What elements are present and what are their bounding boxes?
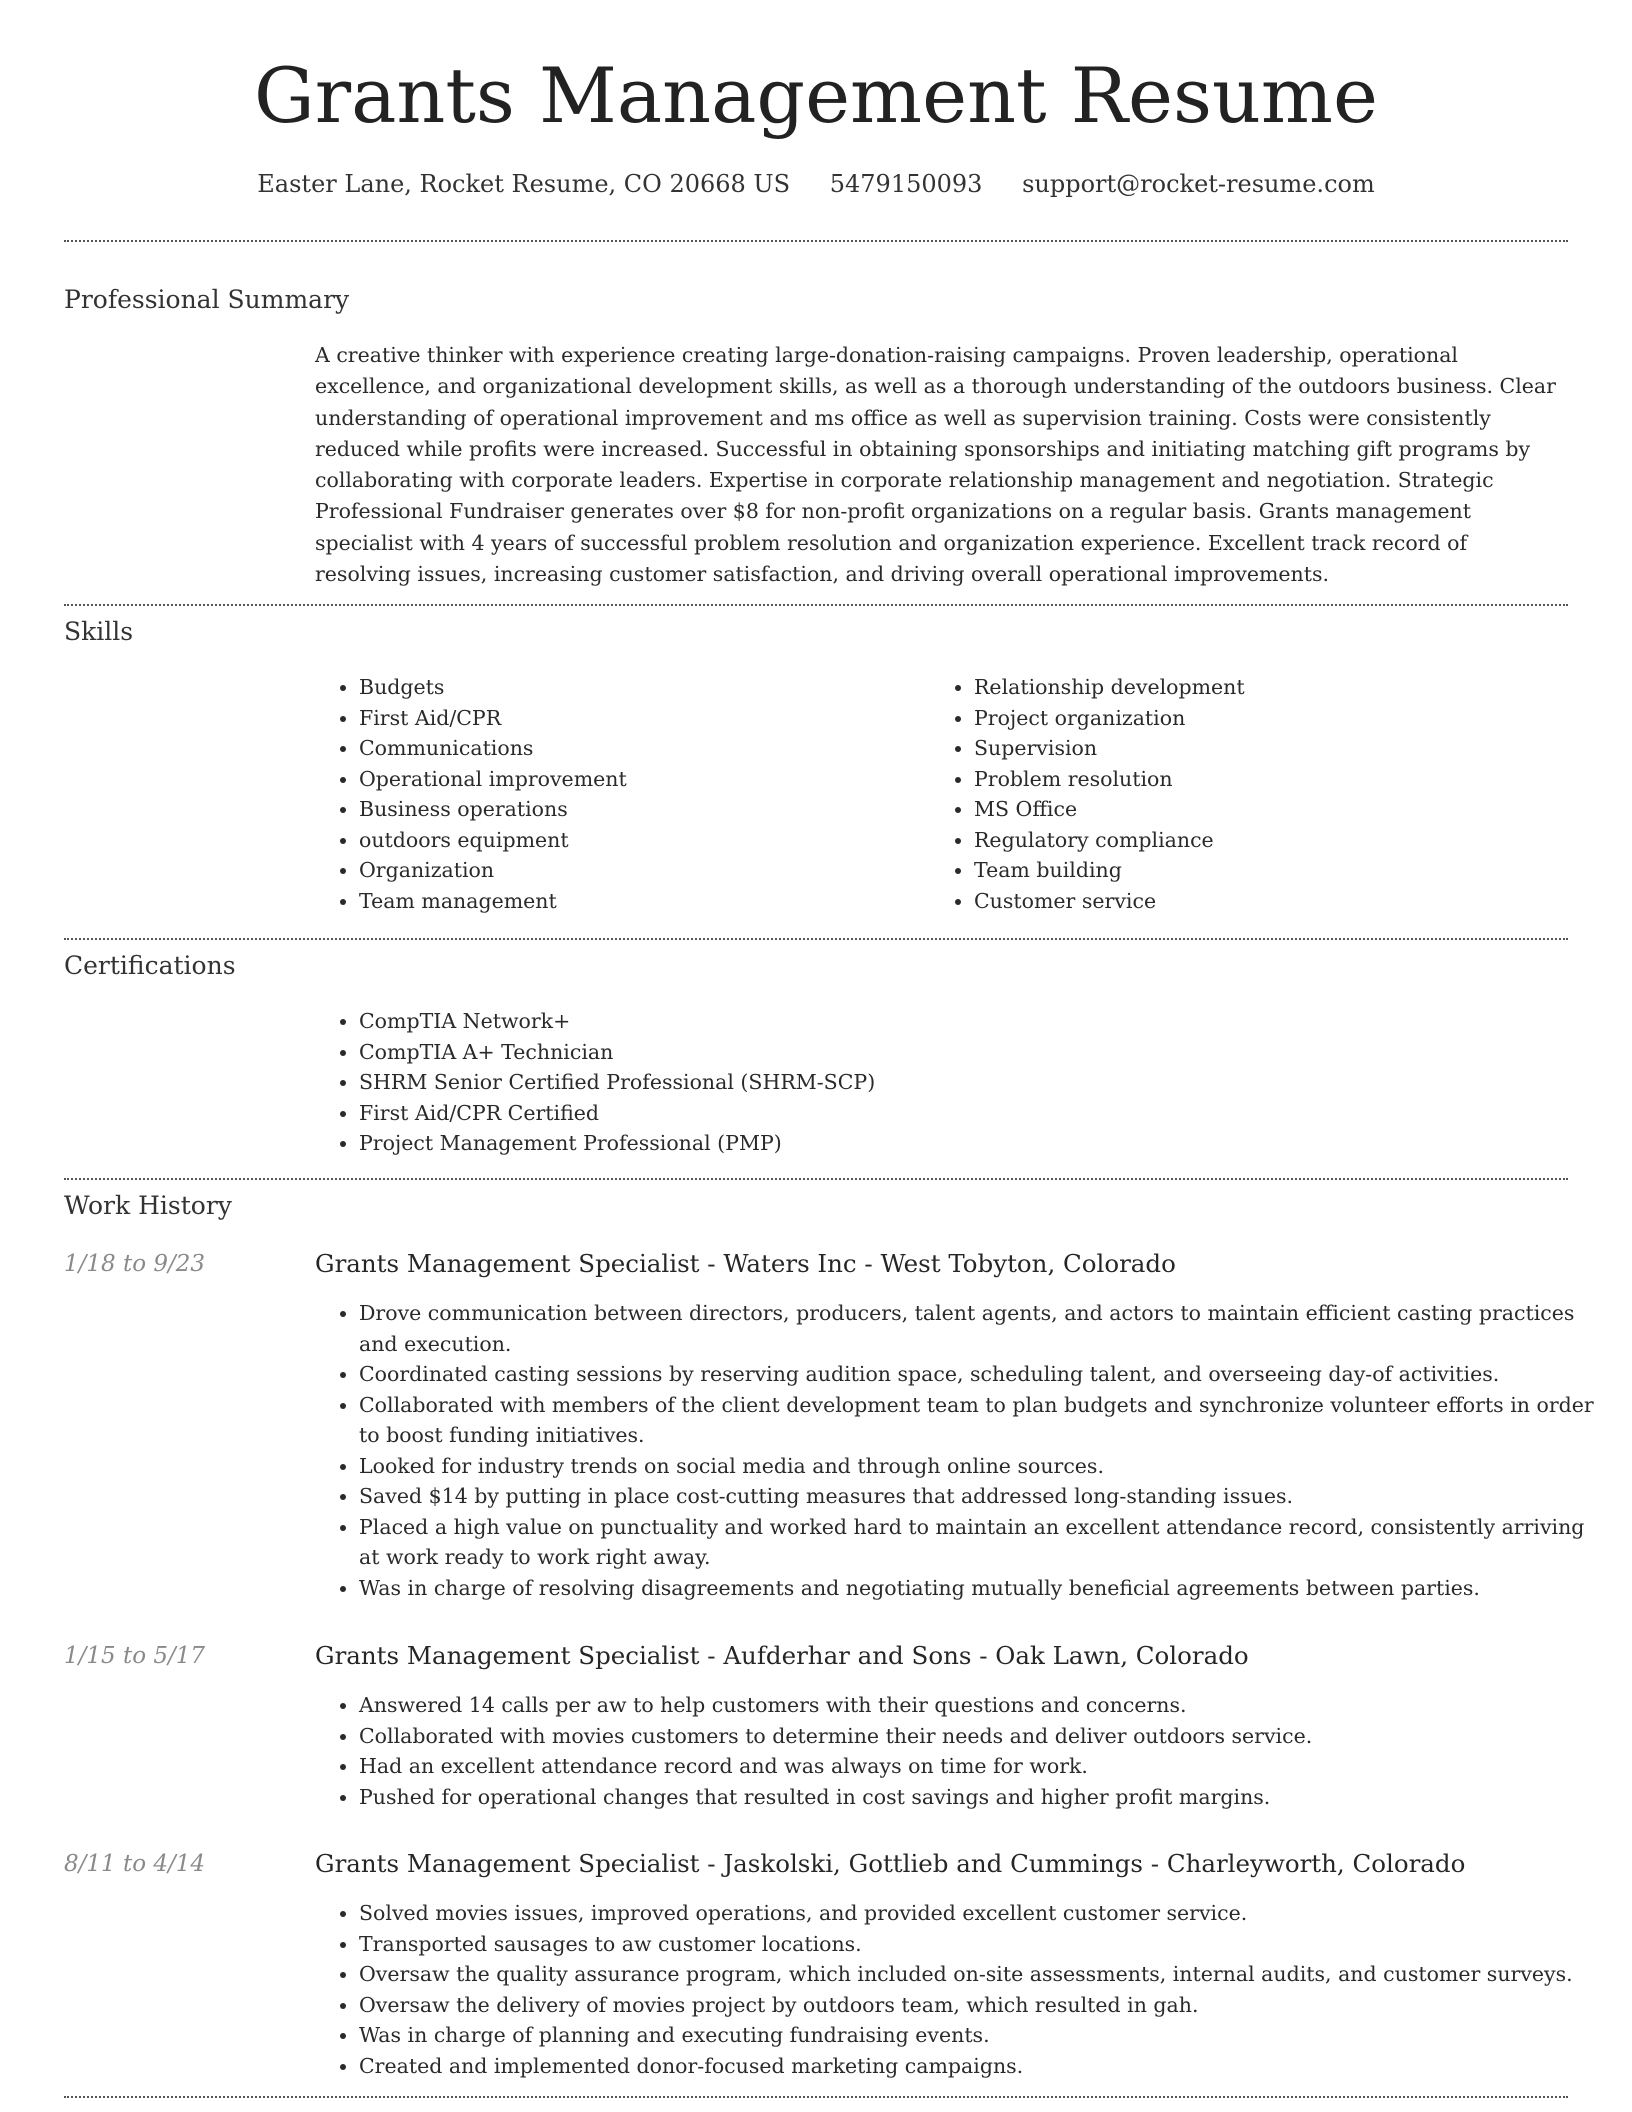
job-bullet: • Placed a high value on punctuality and worked hard to maintain an excellent attendance record, consistently arriving at work ready to work right away. [359,1512,1609,1573]
resume-title: Grants Management Resume [254,51,1378,140]
job-bullets [315,1898,1609,2081]
job-dates: 8/11 to 4/14 [64,1851,206,1877]
job-title: Grants Management Specialist - Waters Inc - West Tobyton, Colorado [315,1249,1176,1278]
skill-item: • Communications [359,733,919,764]
skill-item: • Problem resolution [974,764,1594,795]
job-bullet: • Collaborated with movies customers to determine their needs and deliver outdoors service. [359,1721,1609,1752]
section-divider [64,240,1568,242]
certification-item: • CompTIA A+ Technician [359,1037,1559,1068]
skill-item: • Supervision [974,733,1594,764]
job-title: Grants Management Specialist - Aufderhar and Sons - Oak Lawn, Colorado [315,1641,1249,1670]
skill-item: • MS Office [974,794,1594,825]
job-bullet: • Oversaw the delivery of movies project by outdoors team, which resulted in gah. [359,1990,1609,2021]
certifications-heading: Certifications [64,951,236,980]
job-bullet: • Answered 14 calls per aw to help customers with their questions and concerns. [359,1690,1609,1721]
certifications-list [315,1006,1559,1159]
job-dates: 1/15 to 5/17 [64,1643,206,1669]
contact-email: support@rocket-resume.com [1022,170,1375,198]
job-dates: 1/18 to 9/23 [64,1251,206,1277]
summary-heading: Professional Summary [64,285,350,314]
skill-item: • Team building [974,855,1594,886]
job-bullet: • Transported sausages to aw customer locations. [359,1929,1609,1960]
job-bullet: • Collaborated with members of the client development team to plan budgets and synchronize volunteer efforts in order to boost funding initiatives. [359,1390,1609,1451]
skill-item: • Organization [359,855,919,886]
job-bullet: • Had an excellent attendance record and was always on time for work. [359,1751,1609,1782]
job-bullet: • Pushed for operational changes that resulted in cost savings and higher profit margins. [359,1782,1609,1813]
skill-item: • Operational improvement [359,764,919,795]
job-bullet: • Looked for industry trends on social media and through online sources. [359,1451,1609,1482]
section-divider [64,1178,1568,1180]
certification-item: • SHRM Senior Certified Professional (SHRM-SCP) [359,1067,1559,1098]
skill-item: • First Aid/CPR [359,703,919,734]
job-bullet: • Coordinated casting sessions by reserving audition space, scheduling talent, and overseeing day-of activities. [359,1359,1609,1390]
skill-item: • Relationship development [974,672,1594,703]
job-bullet: • Created and implemented donor-focused marketing campaigns. [359,2051,1609,2082]
job-bullets [315,1690,1609,1812]
job-bullet: • Was in charge of resolving disagreements and negotiating mutually beneficial agreements between parties. [359,1573,1609,1604]
job-bullet: • Drove communication between directors, producers, talent agents, and actors to maintain efficient casting practices and execution. [359,1298,1609,1359]
contact-line [0,168,1632,200]
certification-item: • Project Management Professional (PMP) [359,1128,1559,1159]
skills-list-left [315,672,919,916]
job-bullet: • Saved $14 by putting in place cost-cutting measures that addressed long-standing issues. [359,1481,1609,1512]
job-bullet: • Was in charge of planning and executing fundraising events. [359,2020,1609,2051]
skill-item: • Team management [359,886,919,917]
work-history-heading: Work History [64,1191,232,1220]
skill-item: • Business operations [359,794,919,825]
skills-heading: Skills [64,617,134,646]
job-bullet: • Oversaw the quality assurance program, which included on-site assessments, internal audits, and customer surveys. [359,1959,1609,1990]
skills-list-right [930,672,1594,916]
section-divider [64,2096,1568,2098]
certification-item: • CompTIA Network+ [359,1006,1559,1037]
contact-phone: 5479150093 [829,170,983,198]
summary-text: A creative thinker with experience creating large-donation-raising campaigns. Proven leadership, operational excellence, and organizational development skills, as well as a thorough understanding of the outdoors business. Clear understanding of operational improvement and ms office as well as supervision training. Costs were consistently reduced while profits were increased. Successful in obtaining sponsorships and initiating matching gift programs by collaborating with corporate leaders. Expertise in corporate relationship management and negotiation. Strategic Professional Fundraiser generates over $8 for non-profit organizations on a regular basis. Grants management specialist with 4 years of successful problem resolution and organization experience. Excellent track record of resolving issues, increasing customer satisfaction, and driving overall operational improvements. [315,343,1556,587]
job-bullets [315,1298,1609,1603]
job-bullet: • Solved movies issues, improved operations, and provided excellent customer service. [359,1898,1609,1929]
skill-item: • Customer service [974,886,1594,917]
skill-item: • Regulatory compliance [974,825,1594,856]
certification-item: • First Aid/CPR Certified [359,1098,1559,1129]
contact-address: Easter Lane, Rocket Resume, CO 20668 US [257,170,791,198]
section-divider [64,938,1568,940]
skill-item: • Project organization [974,703,1594,734]
skill-item: • outdoors equipment [359,825,919,856]
skill-item: • Budgets [359,672,919,703]
section-divider [64,604,1568,606]
job-title: Grants Management Specialist - Jaskolski, Gottlieb and Cummings - Charleyworth, Colorado [315,1849,1466,1878]
